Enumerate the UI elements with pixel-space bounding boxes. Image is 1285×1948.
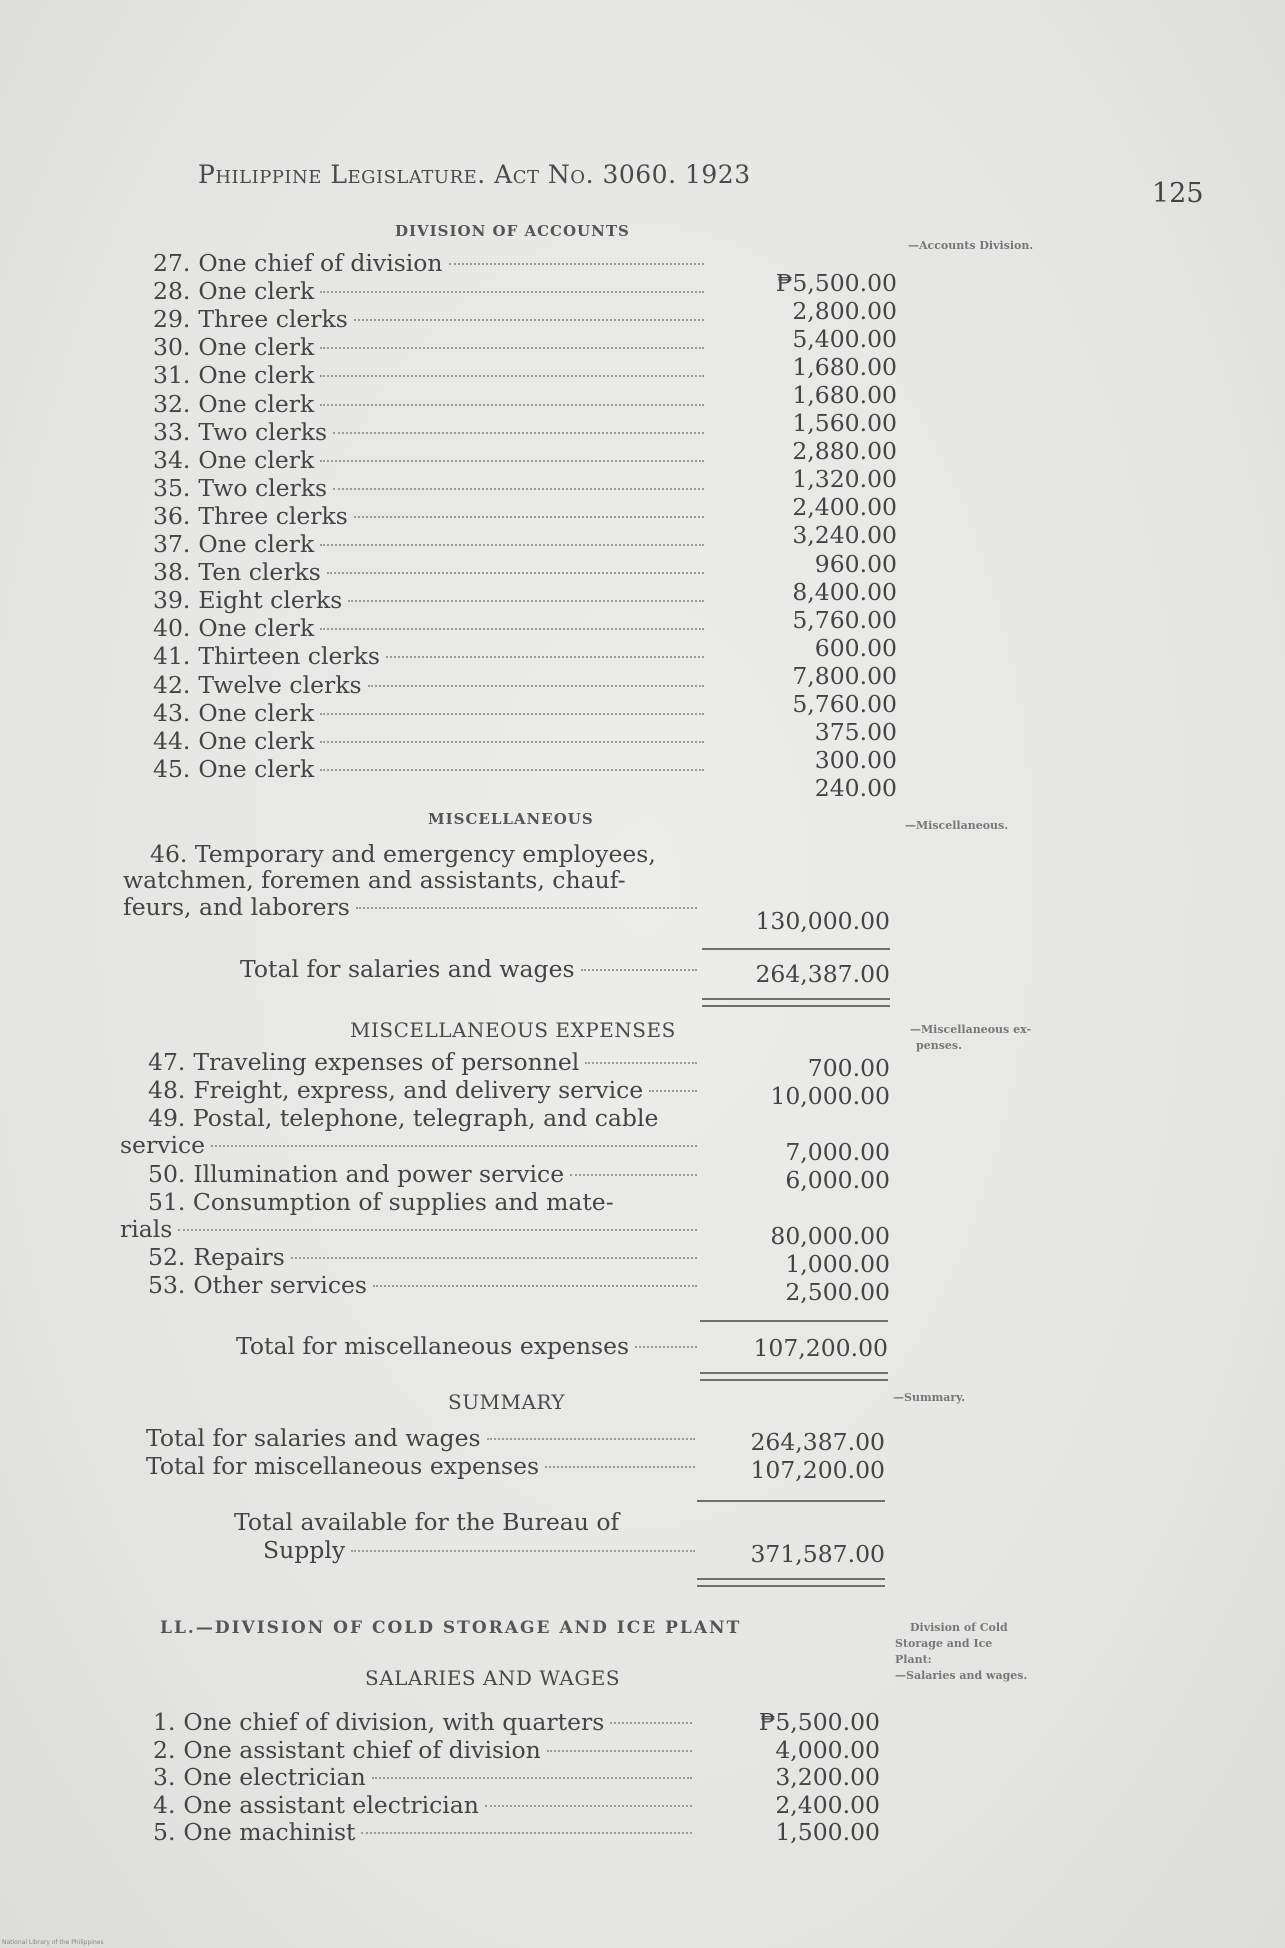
item-46-line1: 46. Temporary and emergency employees, (150, 840, 656, 868)
list-item (153, 305, 710, 333)
item-number: 37. (153, 530, 191, 558)
item-amount: ₱5,500.00 (775, 269, 897, 297)
leader-dots (581, 969, 697, 971)
item-46-label: feurs, and laborers (123, 893, 350, 921)
side-note-misc-expenses-1: —Miscellaneous ex- (910, 1023, 1032, 1036)
item-amount: 2,880.00 (792, 437, 897, 466)
leader-dots (356, 907, 697, 909)
item-label: One clerk (198, 389, 315, 418)
leader-dots (291, 1257, 697, 1259)
item-label: One chief of division (198, 249, 443, 277)
list-item (153, 755, 710, 783)
item-label: One clerk (198, 361, 315, 390)
item-number: 32. (153, 389, 191, 418)
side-note-miscellaneous: —Miscellaneous. (905, 819, 1009, 832)
summary-row-1 (146, 1424, 701, 1452)
list-item (153, 586, 710, 614)
item-50-amount: 6,000.00 (785, 1166, 890, 1194)
item-49-line1: 49. Postal, telephone, telegraph, and cable (148, 1104, 659, 1132)
item-48 (148, 1076, 703, 1104)
leader-dots (585, 1062, 697, 1064)
list-item (153, 277, 710, 305)
item-number: 3. (153, 1763, 176, 1792)
item-number: 4. (153, 1790, 176, 1819)
item-number: 42. (153, 670, 191, 699)
list-item (153, 1736, 698, 1764)
item-number: 50. (148, 1160, 186, 1188)
double-rule (700, 1372, 888, 1381)
item-number: 41. (153, 642, 191, 671)
list-item (153, 1791, 698, 1819)
summary-row-2 (146, 1452, 701, 1480)
item-amount: 3,240.00 (792, 521, 897, 550)
item-46-amount: 130,000.00 (755, 907, 890, 935)
item-number: 48. (148, 1076, 186, 1104)
leader-dots (320, 741, 704, 743)
summary-row-1-amount: 264,387.00 (750, 1428, 885, 1456)
item-label: One chief of division, with quarters (183, 1708, 605, 1736)
leader-dots (373, 1285, 697, 1287)
item-amount: 2,800.00 (792, 297, 897, 326)
item-number: 45. (153, 754, 191, 783)
total-salaries-amount: 264,387.00 (755, 960, 890, 988)
item-label: Thirteen clerks (198, 642, 380, 671)
leader-dots (211, 1145, 697, 1147)
leader-dots (635, 1346, 697, 1348)
summary-total-line2 (263, 1536, 701, 1564)
side-note-summary: —Summary. (893, 1391, 966, 1404)
leader-dots (320, 375, 704, 377)
item-number: 1. (153, 1708, 176, 1736)
rule (700, 1320, 888, 1322)
item-number: 47. (148, 1048, 186, 1076)
list-item (153, 1708, 698, 1736)
item-amount: 2,400.00 (775, 1790, 880, 1819)
item-amount: 1,320.00 (792, 465, 897, 494)
item-number: 34. (153, 445, 191, 474)
item-label: service (120, 1131, 206, 1159)
item-label: One clerk (198, 277, 315, 306)
item-51-line1: 51. Consumption of supplies and mate- (148, 1188, 614, 1216)
list-item (153, 699, 710, 727)
item-label: One clerk (198, 614, 315, 643)
item-number: 38. (153, 558, 191, 587)
total-salaries-row (240, 955, 703, 983)
list-item (153, 446, 710, 474)
item-label: One clerk (198, 726, 315, 755)
list-item (153, 727, 710, 755)
total-misc-expenses-amount: 107,200.00 (753, 1334, 888, 1362)
summary-heading: SUMMARY (448, 1390, 566, 1414)
item-49-line2 (120, 1131, 703, 1159)
item-50 (148, 1160, 703, 1188)
side-note-cold-storage-1: Division of Cold (910, 1621, 1008, 1634)
item-amount: 1,680.00 (792, 381, 897, 410)
item-number: 39. (153, 586, 191, 615)
total-salaries-label: Total for salaries and wages (240, 955, 575, 983)
item-amount: 7,800.00 (792, 661, 897, 690)
item-label: One clerk (198, 333, 315, 362)
leader-dots (570, 1174, 697, 1176)
item-number: 40. (153, 614, 191, 643)
item-amount: ₱5,500.00 (758, 1708, 880, 1736)
item-number: 30. (153, 333, 191, 362)
leader-dots (333, 488, 704, 490)
footer-credit: National Library of the Philippines (2, 1939, 104, 1946)
total-misc-expenses-row (236, 1332, 703, 1360)
running-head: Philippine Legislature. Act No. 3060. 1923 (198, 160, 751, 189)
item-label: One assistant electrician (183, 1790, 479, 1819)
leader-dots (351, 1550, 695, 1552)
summary-total-label: Supply (263, 1536, 346, 1564)
item-number: 35. (153, 473, 191, 502)
item-label: Two clerks (198, 417, 328, 446)
item-amount: 1,560.00 (792, 409, 897, 438)
summary-row-2-amount: 107,200.00 (750, 1456, 885, 1484)
summary-row-label: Total for salaries and wages (146, 1424, 481, 1452)
leader-dots (320, 769, 704, 771)
rule (697, 1500, 885, 1502)
list-item (153, 614, 710, 642)
leader-dots (372, 1777, 692, 1779)
item-label: Other services (193, 1271, 367, 1299)
leader-dots (361, 1832, 692, 1834)
leader-dots (320, 628, 704, 630)
item-52-amount: 1,000.00 (785, 1250, 890, 1278)
item-label: Eight clerks (198, 586, 343, 615)
leader-dots (320, 713, 704, 715)
item-number: 43. (153, 698, 191, 727)
leader-dots (610, 1722, 692, 1724)
item-amount: 600.00 (814, 633, 897, 662)
item-46-line3 (123, 893, 703, 921)
item-number: 53. (148, 1271, 186, 1299)
item-number: 44. (153, 726, 191, 755)
item-amount: 300.00 (814, 745, 897, 774)
leader-dots (449, 263, 704, 265)
summary-row-label: Total for miscellaneous expenses (146, 1452, 540, 1480)
item-amount: 1,680.00 (792, 353, 897, 382)
misc-expenses-heading: MISCELLANEOUS EXPENSES (350, 1018, 676, 1042)
double-rule (702, 998, 890, 1007)
leader-dots (333, 432, 704, 434)
item-number: 52. (148, 1243, 186, 1271)
leader-dots (354, 319, 704, 321)
side-note-accounts: —Accounts Division. (908, 239, 1034, 252)
item-amount: 3,200.00 (775, 1763, 880, 1792)
leader-dots (320, 404, 704, 406)
leader-dots (354, 516, 704, 518)
item-47 (148, 1048, 703, 1076)
leader-dots (547, 1750, 692, 1752)
division-accounts-heading: DIVISION OF ACCOUNTS (395, 222, 630, 240)
item-53-amount: 2,500.00 (785, 1278, 890, 1306)
item-label: One clerk (198, 698, 315, 727)
list-item (153, 671, 710, 699)
leader-dots (320, 544, 704, 546)
item-number: 27. (153, 249, 191, 277)
leader-dots (368, 685, 704, 687)
leader-dots (327, 572, 704, 574)
item-49-amount: 7,000.00 (785, 1138, 890, 1166)
item-47-amount: 700.00 (807, 1054, 890, 1082)
item-label: rials (120, 1215, 173, 1243)
miscellaneous-heading: MISCELLANEOUS (428, 810, 594, 828)
item-amount: 5,760.00 (792, 605, 897, 634)
side-note-cold-storage-3: Plant: (895, 1653, 932, 1666)
side-note-cold-storage-4: —Salaries and wages. (895, 1669, 1028, 1682)
item-number: 28. (153, 277, 191, 306)
item-label: One assistant chief of division (183, 1735, 541, 1764)
item-label: One clerk (198, 530, 315, 558)
item-label: Traveling expenses of personnel (193, 1048, 580, 1076)
item-label: One clerk (198, 754, 315, 783)
item-53 (148, 1271, 703, 1299)
leader-dots (386, 656, 704, 658)
item-amount: 8,400.00 (792, 577, 897, 606)
item-number: 29. (153, 305, 191, 334)
item-number: 31. (153, 361, 191, 390)
leader-dots (649, 1090, 697, 1092)
list-item (153, 502, 710, 530)
page-number: 125 (1152, 178, 1204, 209)
leader-dots (485, 1805, 692, 1807)
item-48-amount: 10,000.00 (770, 1082, 890, 1110)
leader-dots (320, 460, 704, 462)
item-label: Three clerks (198, 305, 348, 334)
side-note-misc-expenses-2: penses. (916, 1039, 962, 1052)
item-amount: 960.00 (814, 549, 897, 578)
item-label: One machinist (183, 1818, 356, 1847)
item-label: One electrician (183, 1763, 366, 1792)
item-label: Illumination and power service (193, 1160, 565, 1188)
leader-dots (487, 1438, 695, 1440)
list-item (153, 558, 710, 586)
item-number: 5. (153, 1818, 176, 1847)
double-rule (697, 1578, 885, 1587)
item-number: 2. (153, 1735, 176, 1764)
item-label: Twelve clerks (198, 670, 362, 699)
item-amount: 4,000.00 (775, 1735, 880, 1764)
item-46-line2: watchmen, foremen and assistants, chauf- (123, 866, 626, 894)
list-item (153, 333, 710, 361)
item-amount: 240.00 (814, 773, 897, 802)
item-label: Freight, express, and delivery service (193, 1076, 644, 1104)
item-label: Repairs (193, 1243, 285, 1271)
leader-dots (348, 600, 704, 602)
list-item (153, 1763, 698, 1791)
leader-dots (545, 1466, 695, 1468)
leader-dots (320, 291, 704, 293)
item-label: One clerk (198, 445, 315, 474)
item-amount: 375.00 (814, 717, 897, 746)
summary-total-amount: 371,587.00 (750, 1540, 885, 1568)
list-item (153, 530, 710, 558)
side-note-cold-storage-2: Storage and Ice (895, 1637, 993, 1650)
leader-dots (178, 1229, 697, 1231)
list-item (153, 642, 710, 670)
summary-total-line1: Total available for the Bureau of (234, 1508, 620, 1536)
item-51-amount: 80,000.00 (770, 1222, 890, 1250)
total-misc-expenses-label: Total for miscellaneous expenses (236, 1332, 630, 1360)
list-item (153, 1818, 698, 1846)
rule (702, 948, 890, 950)
item-label: Three clerks (198, 501, 348, 530)
item-amount: 5,400.00 (792, 325, 897, 354)
leader-dots (320, 347, 704, 349)
item-amount: 2,400.00 (792, 493, 897, 522)
list-item (153, 390, 710, 418)
item-number: 36. (153, 501, 191, 530)
salaries-wages-heading: SALARIES AND WAGES (365, 1666, 621, 1690)
list-item (153, 474, 710, 502)
list-item (153, 249, 710, 277)
item-amount: 1,500.00 (775, 1818, 880, 1847)
list-item (153, 418, 710, 446)
item-51-line2 (120, 1215, 703, 1243)
item-label: Two clerks (198, 473, 328, 502)
list-item (153, 361, 710, 389)
item-number: 33. (153, 417, 191, 446)
item-52 (148, 1243, 703, 1271)
item-label: Ten clerks (198, 558, 321, 587)
item-amount: 5,760.00 (792, 689, 897, 718)
cold-storage-heading: LL.—DIVISION OF COLD STORAGE AND ICE PLANT (160, 1618, 742, 1638)
